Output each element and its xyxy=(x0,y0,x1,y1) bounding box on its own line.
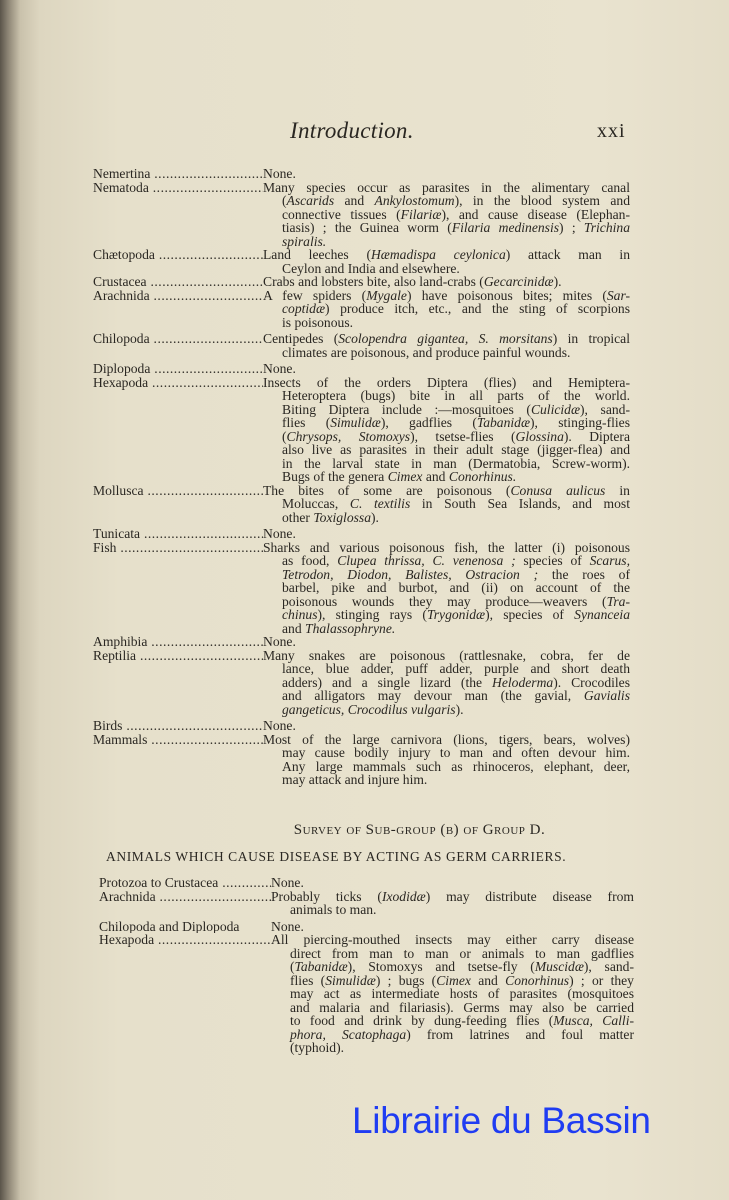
italic-text: C. textilis xyxy=(349,496,411,511)
italic-text: Conorhinus xyxy=(505,972,570,988)
entry-label xyxy=(93,167,263,181)
text: Bugs of the genera xyxy=(282,469,388,484)
text-line xyxy=(263,416,630,430)
text: Insects of the orders Diptera (flies) and Hemiptera- xyxy=(263,374,630,390)
taxon-name: Hexapoda ..... xyxy=(99,933,271,947)
taxon-name: Chilopoda and Diplopoda xyxy=(99,919,240,933)
text: flies ( xyxy=(282,415,331,430)
text-line xyxy=(263,595,630,609)
entry-description xyxy=(263,248,630,275)
entry-description xyxy=(263,541,630,636)
text-line xyxy=(271,890,634,904)
text-line xyxy=(263,733,630,747)
text-line xyxy=(263,332,630,346)
text: connective tissues ( xyxy=(282,206,401,222)
italic-text: Filaria medinensis xyxy=(451,220,560,235)
text: Ceylon and India and elsewhere. xyxy=(282,260,460,276)
entry-description xyxy=(271,876,634,890)
text: None. xyxy=(263,166,296,181)
text-line xyxy=(263,362,630,376)
text: ), tsetse-flies ( xyxy=(410,428,516,444)
text: to food and drink by dung-feeding flies ( xyxy=(290,1013,554,1028)
poisonous-animals-list xyxy=(93,167,630,787)
entry-row xyxy=(93,376,630,484)
text: ). Crocodiles xyxy=(553,674,630,690)
text: tiasis) ; the Guinea worm ( xyxy=(282,220,452,235)
text: None. xyxy=(271,875,304,890)
entry-row xyxy=(93,362,630,376)
text-line xyxy=(263,746,630,760)
entry-description xyxy=(263,167,630,181)
entry-row xyxy=(93,541,630,636)
text: in xyxy=(605,482,630,498)
section-heading: Survey of Sub-group (b) of Group D. xyxy=(293,822,546,838)
entry-label xyxy=(93,527,263,541)
text: Centipedes ( xyxy=(263,331,339,346)
text: Many species occur as parasites in the alimentary canal xyxy=(263,179,630,195)
text: A few spiders ( xyxy=(263,287,367,303)
text-line xyxy=(263,511,630,525)
italic-text: Musca, Calli- xyxy=(553,1013,634,1028)
entry-label xyxy=(99,933,271,1055)
text-line xyxy=(263,676,630,690)
text-line xyxy=(271,987,634,1001)
text: Moluccas, xyxy=(282,496,350,511)
text-line xyxy=(263,235,630,249)
text-line xyxy=(271,920,634,934)
text-line xyxy=(271,933,634,947)
italic-text: Culicidæ xyxy=(530,401,581,417)
germ-carriers-list xyxy=(99,876,634,1055)
text: ) in tropical xyxy=(552,331,630,346)
italic-text: Trygonidæ xyxy=(426,607,486,622)
taxon-name: Reptilia ..... xyxy=(93,649,263,663)
text-line xyxy=(263,181,630,195)
taxon-name: Birds ..... xyxy=(93,719,263,733)
text: also live as parasites in their adult stage (jigger-flea) and xyxy=(282,442,630,457)
text-line xyxy=(263,194,630,208)
italic-text: Thalassophryne. xyxy=(305,620,396,636)
text: ). xyxy=(455,701,464,717)
italic-text: Filariæ xyxy=(400,206,442,222)
entry-description xyxy=(263,362,630,376)
entry-row xyxy=(93,649,630,717)
text: may act as intermediate hosts of parasites (mosquitoes xyxy=(290,986,634,1001)
italic-text: Clupea thrissa, C. venenosa ; xyxy=(337,553,516,568)
entry-row xyxy=(93,167,630,181)
text: Probably ticks ( xyxy=(271,888,382,904)
text: None. xyxy=(271,918,304,934)
text-line xyxy=(263,262,630,276)
text: ( xyxy=(290,959,295,974)
entry-row xyxy=(99,933,634,1055)
text-line xyxy=(263,403,630,417)
taxon-name: Amphibia ..... xyxy=(93,635,263,649)
text: Sharks and various poisonous fish, the latter (i) poisonous xyxy=(263,539,630,555)
text: adders) and a single lizard (the xyxy=(282,674,493,690)
text-line xyxy=(263,719,630,733)
text-line xyxy=(263,443,630,457)
text-line xyxy=(271,1001,634,1015)
text: ), gadflies ( xyxy=(380,415,477,430)
text: (typhoid). xyxy=(290,1040,344,1055)
italic-text: Trichina xyxy=(583,220,630,235)
italic-text: phora, Scatophaga xyxy=(290,1026,407,1042)
italic-text: Ixodidæ xyxy=(381,888,426,904)
text-line xyxy=(263,568,630,582)
text: ), and cause disease (Elephan- xyxy=(441,206,630,222)
text: ). xyxy=(553,274,562,289)
entry-label xyxy=(99,920,271,934)
entry-label xyxy=(93,649,263,717)
text: ), stinging-flies xyxy=(530,415,630,430)
text: ), sand- xyxy=(580,401,630,417)
entry-row xyxy=(99,890,634,917)
entry-description xyxy=(271,920,634,934)
taxon-name: Nemertina ..... xyxy=(93,167,263,181)
taxon-name: Hexapoda ..... xyxy=(93,376,263,390)
entry-description xyxy=(263,484,630,525)
section-subheading: ANIMALS WHICH CAUSE DISEASE BY ACTING AS GERM CARRIERS. xyxy=(106,849,567,864)
entry-description xyxy=(263,376,630,484)
text: poisonous wounds they may produce—weavers ( xyxy=(282,593,607,609)
text: ( xyxy=(282,193,287,208)
text: as food, xyxy=(282,553,338,568)
entry-description xyxy=(263,289,630,330)
text: species of xyxy=(515,553,590,568)
text-line xyxy=(263,389,630,403)
text-line xyxy=(263,275,630,289)
italic-text: Simulidæ xyxy=(330,415,381,430)
text-line xyxy=(263,221,630,235)
running-head-title: Introduction. xyxy=(290,118,414,143)
text-line xyxy=(271,1014,634,1028)
text: ). xyxy=(371,509,379,525)
text-line xyxy=(263,649,630,663)
text: ) from latrines and foul matter xyxy=(406,1026,634,1042)
text-line xyxy=(263,760,630,774)
text-line xyxy=(271,1028,634,1042)
text: climates are poisonous, and produce painful wounds. xyxy=(282,344,571,360)
taxon-name: Crustacea ..... xyxy=(93,275,263,289)
text: None. xyxy=(263,361,296,376)
entry-label xyxy=(93,275,263,289)
text: and xyxy=(422,469,449,484)
text-line xyxy=(263,484,630,498)
italic-text: Scarus, xyxy=(589,553,630,568)
text: and xyxy=(334,193,375,208)
entry-description xyxy=(263,181,630,249)
text-line xyxy=(263,167,630,181)
italic-text: Sar- xyxy=(606,287,631,303)
taxon-name: Diplopoda ..... xyxy=(93,362,263,376)
text-line xyxy=(263,622,630,636)
text: Any large mammals such as rhinoceros, elephant, deer, xyxy=(282,758,630,774)
italic-text: Tra- xyxy=(606,593,630,609)
text: ). Diptera xyxy=(563,428,630,444)
text-line xyxy=(271,876,634,890)
text: the roes of xyxy=(538,566,630,582)
entry-label xyxy=(93,376,263,484)
taxon-name: Chætopoda ..... xyxy=(93,248,263,262)
text: lance, blue adder, puff adder, purple and short death xyxy=(282,661,630,676)
entry-row xyxy=(93,289,630,330)
italic-text: Tabanidæ xyxy=(294,959,348,974)
italic-text: Ankylostomum xyxy=(374,193,455,208)
page-number: xxi xyxy=(597,120,626,142)
text-line xyxy=(263,703,630,717)
text-line xyxy=(263,689,630,703)
text: The bites of some are poisonous ( xyxy=(263,482,511,498)
entry-row xyxy=(93,733,630,787)
text-line xyxy=(263,662,630,676)
taxon-name: Tunicata ..... xyxy=(93,527,263,541)
entry-row xyxy=(99,876,634,890)
entry-row xyxy=(93,635,630,649)
text: and malaria and filariasis). Germs may also be carried xyxy=(290,999,634,1015)
text: in South Sea Islands, and most xyxy=(410,496,630,511)
entry-row xyxy=(93,248,630,275)
text: ) have poisonous bites; mites ( xyxy=(406,287,607,303)
text: may cause bodily injury to man and often devour him. xyxy=(282,745,630,760)
text-line xyxy=(271,1041,634,1055)
italic-text: Gavialis xyxy=(583,688,630,703)
text-line xyxy=(263,773,630,787)
italic-text: Mygale xyxy=(366,287,407,303)
entry-label xyxy=(93,719,263,733)
text-line xyxy=(263,527,630,541)
entry-row xyxy=(99,920,634,934)
text-line xyxy=(263,208,630,222)
text-line xyxy=(263,554,630,568)
italic-text: Cimex xyxy=(436,972,471,988)
entry-label xyxy=(93,484,263,525)
text: animals to man. xyxy=(290,902,377,917)
entry-description xyxy=(263,527,630,541)
entry-label xyxy=(99,890,271,917)
italic-text: Tabanidæ xyxy=(476,415,531,430)
taxon-name: Protozoa to Crustacea ..... xyxy=(99,876,271,890)
italic-text: Chrysops, Stomoxys xyxy=(286,428,411,444)
italic-text: Glossina xyxy=(515,428,564,444)
entry-label xyxy=(93,362,263,376)
text: ( xyxy=(282,428,287,444)
text-line xyxy=(263,316,630,330)
text: ) ; xyxy=(559,220,584,235)
text: ), in the blood system and xyxy=(454,193,630,208)
taxon-name: Arachnida ..... xyxy=(93,289,263,303)
text: None. xyxy=(263,718,296,733)
text: in the larval state in man (Dermatobia, Screw-worm). xyxy=(282,455,630,471)
text: other xyxy=(282,509,314,525)
entry-row xyxy=(93,275,630,289)
entry-row xyxy=(93,527,630,541)
italic-text: Conusa aulicus xyxy=(510,482,606,498)
text: ) ; bugs ( xyxy=(375,972,437,988)
text: ), stinging rays ( xyxy=(317,607,427,622)
entry-description xyxy=(271,890,634,917)
text-line xyxy=(263,430,630,444)
entry-description xyxy=(263,275,630,289)
italic-text: Heloderma xyxy=(492,674,554,690)
text: is poisonous. xyxy=(282,314,354,330)
text: and xyxy=(470,972,506,988)
text: None. xyxy=(263,634,296,649)
italic-text: Tetrodon, Diodon, Balistes, Ostracion ; xyxy=(282,566,539,582)
entry-label xyxy=(99,876,271,890)
entry-label xyxy=(93,541,263,636)
italic-text: Scolopendra gigantea, S. morsitans xyxy=(338,331,553,346)
entry-row xyxy=(93,332,630,359)
text-line xyxy=(263,497,630,511)
entry-row xyxy=(93,719,630,733)
text: ), species of xyxy=(485,607,575,622)
text-line xyxy=(263,470,630,484)
text: flies ( xyxy=(290,972,326,988)
taxon-name: Chilopoda ..... xyxy=(93,332,263,346)
watermark: Librairie du Bassin xyxy=(352,1100,651,1141)
text: Land leeches ( xyxy=(263,247,371,262)
text: ), sand- xyxy=(583,959,634,974)
italic-text: spiralis. xyxy=(282,233,327,249)
text-line xyxy=(263,302,630,316)
text-line xyxy=(263,635,630,649)
italic-text: Gecarcinidæ xyxy=(483,274,554,289)
italic-text: Synanceia xyxy=(574,607,631,622)
text-line xyxy=(263,541,630,555)
entry-row xyxy=(93,484,630,525)
text: All piercing-mouthed insects may either carry disease xyxy=(271,932,634,947)
text: Crabs and lobsters bite, also land-crabs ( xyxy=(263,274,484,289)
text: direct from man to man or animals to man gadflies xyxy=(290,945,634,961)
text-line xyxy=(263,376,630,390)
text: and xyxy=(282,620,306,636)
text: None. xyxy=(263,526,296,541)
italic-text: Toxiglossa xyxy=(313,509,372,525)
italic-text: Simulidæ xyxy=(325,972,376,988)
entry-description xyxy=(271,933,634,1055)
taxon-name: Mollusca ..... xyxy=(93,484,263,498)
text-line xyxy=(263,289,630,303)
entry-label xyxy=(93,332,263,359)
entry-row xyxy=(93,181,630,249)
entry-label xyxy=(93,635,263,649)
italic-text: Conorhinus. xyxy=(448,469,517,484)
text: ) attack man in xyxy=(505,247,630,262)
entry-description xyxy=(263,635,630,649)
text: barbel, pike and burbot, and (ii) on account of the xyxy=(282,580,630,595)
entry-description xyxy=(263,719,630,733)
text-line xyxy=(271,947,634,961)
text: ) may distribute disease from xyxy=(425,888,634,904)
italic-text: Hæmadispa ceylonica xyxy=(370,247,506,262)
text-line xyxy=(263,346,630,360)
text: Many snakes are poisonous (rattlesnake, cobra, fer de xyxy=(263,647,630,663)
text: ) ; or they xyxy=(569,972,634,988)
italic-text: chinus xyxy=(282,607,318,622)
text-line xyxy=(271,974,634,988)
entry-description xyxy=(263,332,630,359)
italic-text: Ascarids xyxy=(286,193,335,208)
entry-label xyxy=(93,289,263,330)
text: may attack and injure him. xyxy=(282,772,428,787)
text-line xyxy=(263,248,630,262)
italic-text: Muscidæ xyxy=(534,959,584,974)
entry-label xyxy=(93,733,263,787)
text: and alligators may devour man (the gavial, xyxy=(282,688,584,703)
italic-text: Cimex xyxy=(387,469,423,484)
text: Heteroptera (bugs) bite in all parts of the world. xyxy=(282,388,630,403)
text: Most of the large carnivora (lions, tigers, bears, wolves) xyxy=(263,731,630,747)
text-line xyxy=(263,457,630,471)
taxon-name: Mammals ..... xyxy=(93,733,263,747)
text: ) produce itch, etc., and the sting of scorpions xyxy=(325,301,630,316)
text-line xyxy=(263,581,630,595)
entry-description xyxy=(263,733,630,787)
taxon-name: Nematoda ..... xyxy=(93,181,263,195)
taxon-name: Fish ..... xyxy=(93,541,263,555)
italic-text: coptidæ xyxy=(282,301,326,316)
text: ), Stomoxys and tsetse-fly ( xyxy=(347,959,535,974)
entry-label xyxy=(93,181,263,249)
entry-label xyxy=(93,248,263,275)
italic-text: gangeticus, Crocodilus vulgaris xyxy=(282,701,456,717)
taxon-name: Arachnida ..... xyxy=(99,890,271,904)
text: Biting Diptera include :—mosquitoes ( xyxy=(282,401,531,417)
text-line xyxy=(271,903,634,917)
text-line xyxy=(263,608,630,622)
entry-description xyxy=(263,649,630,717)
text-line xyxy=(271,960,634,974)
